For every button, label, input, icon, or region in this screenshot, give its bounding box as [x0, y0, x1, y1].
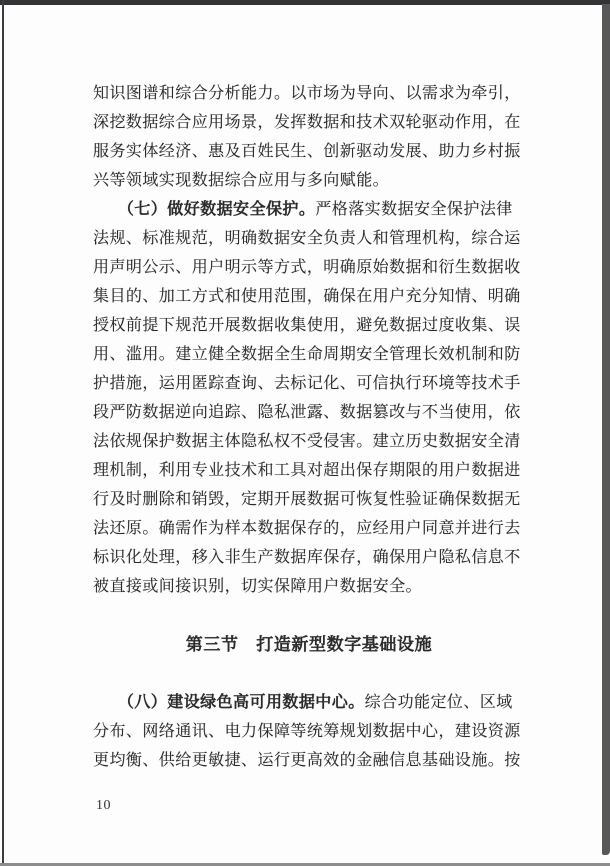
para-7-data-security-protection-line-4	[93, 282, 525, 311]
scan-edge-left-line	[2, 0, 4, 866]
para-continuation-data-application-line-3	[93, 137, 525, 166]
para-7-data-security-protection-line-13	[93, 543, 525, 572]
body-text: 严格落实数据安全保护法律	[315, 201, 513, 218]
para-7-data-security-protection-line-2	[93, 224, 525, 253]
body-text: 法依规保护数据主体隐私权不受侵害。建立历史数据安全清	[93, 433, 521, 450]
body-text: 用、滥用。建立健全数据全生命周期安全管理长效机制和防	[93, 346, 521, 363]
body-text: 被直接或间接识别，切实保障用户数据安全。	[93, 578, 423, 595]
para-7-data-security-protection-line-3	[93, 253, 525, 282]
body-text: 服务实体经济、惠及百姓民生、创新驱动发展、助力乡村振	[93, 143, 521, 160]
body-text: 深挖数据综合应用场景，发挥数据和技术双轮驱动作用，在	[93, 114, 521, 131]
body-text: 护措施，运用匿踪查询、去标记化、可信执行环境等技术手	[93, 375, 521, 392]
body-text: 知识图谱和综合分析能力。以市场为导向、以需求为牵引，	[93, 85, 521, 102]
body-text: 法规、标准规范，明确数据安全负责人和管理机构，综合运	[93, 230, 521, 247]
body-text: 综合功能定位、区域	[364, 694, 513, 711]
body-text: 集目的、加工方式和使用范围，确保在用户充分知情、明确	[93, 288, 521, 305]
para-7-data-security-protection-line-9	[93, 427, 525, 456]
body-text: 法还原。确需作为样本数据保存的，应经用户同意并进行去	[93, 520, 521, 537]
body-text: 用声明公示、用户明示等方式，明确原始数据和衍生数据收	[93, 259, 521, 276]
bold-lead-in-text: （八）建设绿色高可用数据中心。	[125, 694, 365, 711]
section-3-heading: 第三节 打造新型数字基础设施	[185, 635, 433, 654]
para-8-green-data-center-line-1	[93, 688, 525, 717]
para-7-data-security-protection-line-5	[93, 311, 525, 340]
para-7-data-security-protection-line-8	[93, 398, 525, 427]
body-text: 段严防数据逆向追踪、隐私泄露、数据篡改与不当使用，依	[93, 404, 521, 421]
body-text	[93, 694, 126, 711]
para-7-data-security-protection-line-14	[93, 572, 525, 601]
para-7-data-security-protection-line-12	[93, 514, 525, 543]
para-continuation-data-application-line-1	[93, 79, 525, 108]
body-text	[93, 201, 126, 218]
body-text: 授权前提下规范开展数据收集使用，避免数据过度收集、误	[93, 317, 521, 334]
body-text: 理机制，利用专业技术和工具对超出保存期限的用户数据进	[93, 462, 521, 479]
body-text: 标识化处理，移入非生产数据库保存，确保用户隐私信息不	[93, 549, 521, 566]
blank-line	[93, 659, 525, 688]
page-number: 10	[96, 798, 111, 813]
document-body	[93, 79, 525, 775]
para-7-data-security-protection-line-6	[93, 340, 525, 369]
para-7-data-security-protection-line-7	[93, 369, 525, 398]
para-7-data-security-protection-line-10	[93, 456, 525, 485]
scan-edge-right-strip	[602, 4, 610, 855]
para-7-data-security-protection-line-11	[93, 485, 525, 514]
scan-edge-top-bar	[0, 0, 610, 5]
para-8-green-data-center-line-2	[93, 717, 525, 746]
body-text: 分布、网络通讯、电力保障等统筹规划数据中心，建设资源	[93, 723, 521, 740]
bold-lead-in-text: （七）做好数据安全保护。	[125, 201, 316, 218]
para-8-green-data-center-line-3	[93, 746, 525, 775]
body-text: 更均衡、供给更敏捷、运行更高效的金融信息基础设施。按	[93, 752, 521, 769]
blank-line	[93, 601, 525, 630]
para-7-data-security-protection-line-1	[93, 195, 525, 224]
body-text: 兴等领域实现数据综合应用与多向赋能。	[93, 172, 390, 189]
para-continuation-data-application-line-2	[93, 108, 525, 137]
para-continuation-data-application-line-4	[93, 166, 525, 195]
body-text: 行及时删除和销毁，定期开展数据可恢复性验证确保数据无	[93, 491, 521, 508]
